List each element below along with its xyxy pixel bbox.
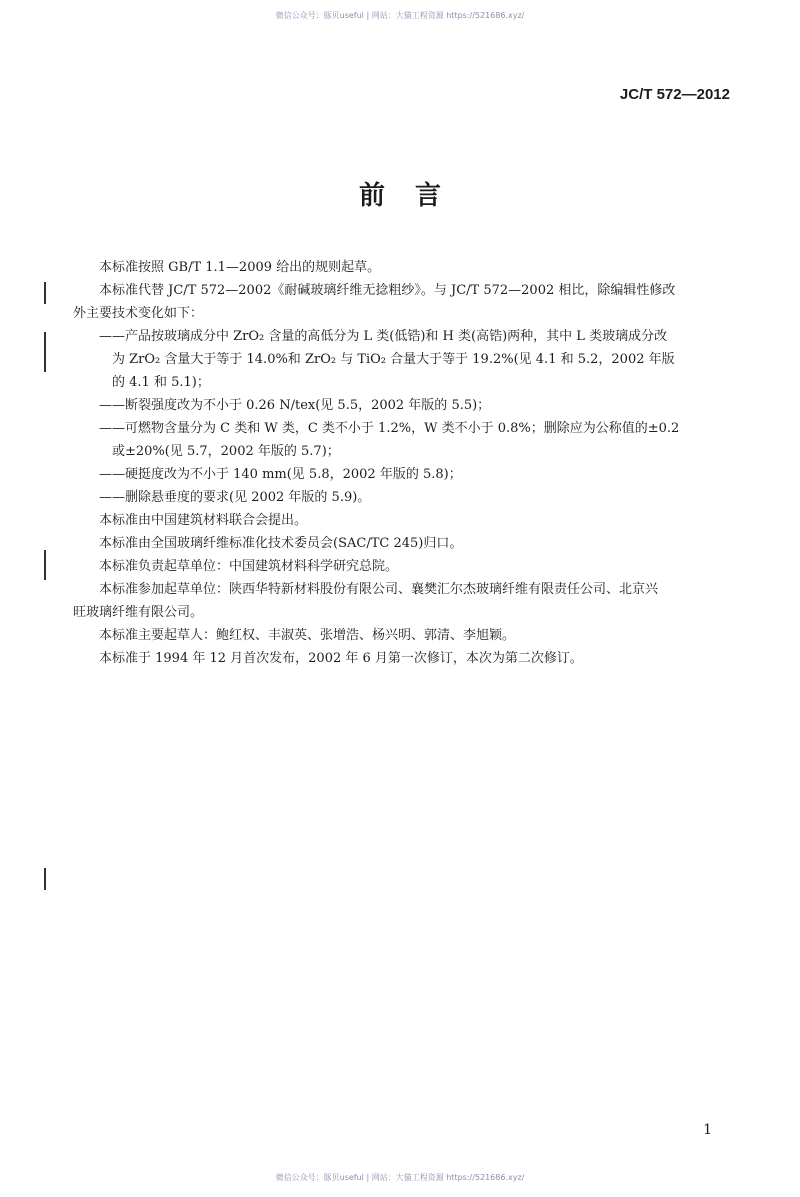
paragraph: 本标准由中国建筑材料联合会提出。 (99, 513, 308, 528)
page-title: 前言 (358, 181, 471, 211)
scan-artifact (44, 868, 46, 890)
scan-artifact (44, 332, 46, 372)
list-item: ——断裂强度改为不小于 0.26 N/tex(见 5.5，2002 年版的 5.5)； (99, 398, 491, 413)
paragraph-continuation: 旺玻璃纤维有限公司。 (73, 605, 204, 620)
paragraph: 本标准按照 GB/T 1.1—2009 给出的规则起草。 (99, 260, 381, 275)
list-item-continuation: 的 4.1 和 5.1)； (112, 375, 210, 390)
paragraph: 本标准负责起草单位：中国建筑材料科学研究总院。 (99, 559, 399, 574)
scan-artifact (44, 550, 46, 580)
standard-number: JC/T 572—2012 (619, 86, 730, 103)
paragraph: 本标准由全国玻璃纤维标准化技术委员会(SAC/TC 245)归口。 (99, 536, 463, 551)
paragraph-continuation: 外主要技术变化如下： (73, 306, 204, 321)
list-item: ——产品按玻璃成分中 ZrO₂ 含量的高低分为 L 类(低锆)和 H 类(高锆)两种，其中 L 类玻璃成分改 (99, 329, 668, 344)
list-item: ——硬挺度改为不小于 140 mm(见 5.8，2002 年版的 5.8)； (99, 467, 462, 482)
foreword-body (73, 256, 743, 670)
list-item-continuation: 为 ZrO₂ 含量大于等于 14.0%和 ZrO₂ 与 TiO₂ 合量大于等于 19.2%(见 4.1 和 5.2，2002 年版 (112, 352, 675, 367)
list-item: ——可燃物含量分为 C 类和 W 类，C 类不小于 1.2%，W 类不小于 0.8%；删除应为公称值的±0.2 (99, 421, 680, 436)
watermark-bottom: 微信公众号：豚贝useful | 网站：大猫工程资源 https://521686.xyz/ (275, 1173, 525, 1182)
paragraph: 本标准主要起草人：鲍红权、丰淑英、张增浩、杨兴明、郭清、李旭颖。 (99, 628, 516, 643)
paragraph: 本标准代替 JC/T 572—2002《耐碱玻璃纤维无捻粗纱》。与 JC/T 572—2002 相比，除编辑性修改 (99, 283, 676, 298)
list-item-continuation: 或±20%(见 5.7，2002 年版的 5.7)； (112, 444, 340, 459)
watermark-top: 微信公众号：豚贝useful | 网站：大猫工程资源 https://521686.xyz/ (275, 11, 525, 20)
paragraph: 本标准于 1994 年 12 月首次发布，2002 年 6 月第一次修订，本次为第二次修订。 (99, 651, 583, 666)
list-item: ——删除悬垂度的要求(见 2002 年版的 5.9)。 (99, 490, 371, 505)
page-number: 1 (703, 1122, 712, 1138)
scan-artifact (44, 282, 46, 304)
paragraph: 本标准参加起草单位：陕西华特新材料股份有限公司、襄樊汇尔杰玻璃纤维有限责任公司、北京兴 (99, 582, 659, 597)
